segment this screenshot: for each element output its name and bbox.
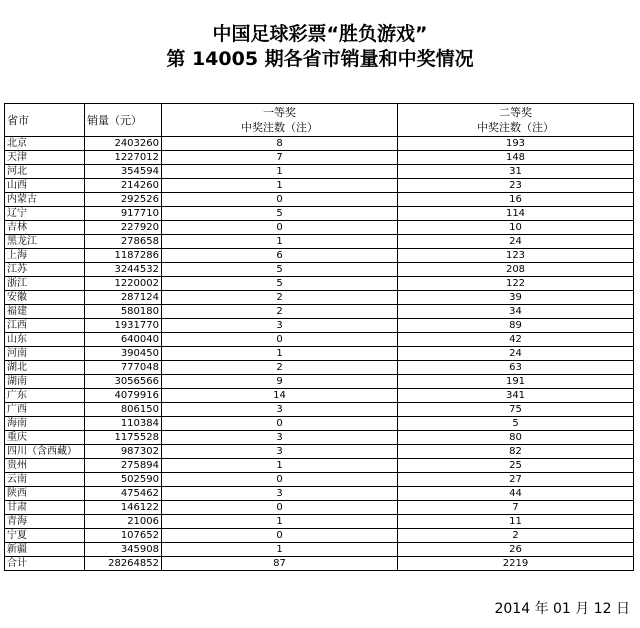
cell-second-prize: 89: [398, 319, 634, 333]
table-row: [5, 487, 634, 501]
table-row: [5, 137, 634, 151]
cell-second-prize: 208: [398, 263, 634, 277]
cell-second-prize: 23: [398, 179, 634, 193]
table-total-row: [5, 557, 634, 571]
cell-second-prize: 123: [398, 249, 634, 263]
cell-first-prize: 8: [162, 137, 398, 151]
cell-province: 北京: [5, 137, 85, 151]
table-row: [5, 459, 634, 473]
cell-second-prize: 114: [398, 207, 634, 221]
cell-province: 甘肃: [5, 501, 85, 515]
cell-sales: 475462: [85, 487, 162, 501]
cell-second-prize: 75: [398, 403, 634, 417]
cell-second-prize: 11: [398, 515, 634, 529]
header-first-prize-line1: 一等奖: [263, 106, 296, 119]
table-row: [5, 291, 634, 305]
cell-sales: 640040: [85, 333, 162, 347]
cell-sales: 3056566: [85, 375, 162, 389]
cell-first-prize: 0: [162, 473, 398, 487]
cell-sales: 502590: [85, 473, 162, 487]
table-row: [5, 193, 634, 207]
table-row: [5, 375, 634, 389]
cell-first-prize: 2: [162, 291, 398, 305]
cell-province: 山西: [5, 179, 85, 193]
table-row: [5, 179, 634, 193]
cell-sales: 287124: [85, 291, 162, 305]
total-first-prize: 87: [162, 557, 398, 571]
header-second-prize: [398, 104, 634, 137]
table-row: [5, 235, 634, 249]
cell-second-prize: 122: [398, 277, 634, 291]
cell-province: 江西: [5, 319, 85, 333]
cell-sales: 214260: [85, 179, 162, 193]
cell-sales: 987302: [85, 445, 162, 459]
cell-province: 湖南: [5, 375, 85, 389]
table-row: [5, 319, 634, 333]
cell-second-prize: 31: [398, 165, 634, 179]
cell-sales: 2403260: [85, 137, 162, 151]
header-first-prize: [162, 104, 398, 137]
cell-first-prize: 0: [162, 417, 398, 431]
cell-first-prize: 1: [162, 347, 398, 361]
cell-first-prize: 0: [162, 193, 398, 207]
table-row: [5, 501, 634, 515]
total-label: 合计: [5, 557, 85, 571]
cell-first-prize: 1: [162, 165, 398, 179]
header-first-prize-line2: 中奖注数（注）: [241, 121, 318, 134]
cell-second-prize: 16: [398, 193, 634, 207]
cell-sales: 292526: [85, 193, 162, 207]
total-second-prize: 2219: [398, 557, 634, 571]
cell-province: 海南: [5, 417, 85, 431]
cell-sales: 21006: [85, 515, 162, 529]
cell-first-prize: 3: [162, 431, 398, 445]
cell-first-prize: 0: [162, 501, 398, 515]
cell-second-prize: 44: [398, 487, 634, 501]
cell-province: 吉林: [5, 221, 85, 235]
cell-sales: 275894: [85, 459, 162, 473]
cell-province: 青海: [5, 515, 85, 529]
report-subtitle: 第 14005 期各省市销量和中奖情况: [166, 48, 474, 70]
cell-province: 江苏: [5, 263, 85, 277]
cell-sales: 1220002: [85, 277, 162, 291]
cell-sales: 1175528: [85, 431, 162, 445]
cell-sales: 146122: [85, 501, 162, 515]
cell-first-prize: 2: [162, 305, 398, 319]
table-row: [5, 515, 634, 529]
cell-second-prize: 63: [398, 361, 634, 375]
cell-first-prize: 0: [162, 221, 398, 235]
table-row: [5, 361, 634, 375]
cell-province: 辽宁: [5, 207, 85, 221]
table-row: [5, 305, 634, 319]
cell-first-prize: 3: [162, 487, 398, 501]
cell-province: 陕西: [5, 487, 85, 501]
cell-province: 内蒙古: [5, 193, 85, 207]
table-row: [5, 263, 634, 277]
cell-first-prize: 3: [162, 403, 398, 417]
table-row: [5, 473, 634, 487]
header-province: 省市: [5, 104, 85, 137]
cell-first-prize: 1: [162, 179, 398, 193]
table-row: [5, 151, 634, 165]
cell-first-prize: 9: [162, 375, 398, 389]
cell-first-prize: 0: [162, 529, 398, 543]
table-header-row: [5, 104, 634, 137]
header-sales: 销量（元）: [85, 104, 162, 137]
cell-province: 安徽: [5, 291, 85, 305]
cell-sales: 3244532: [85, 263, 162, 277]
sales-prize-table: [4, 103, 634, 571]
cell-sales: 777048: [85, 361, 162, 375]
cell-province: 河北: [5, 165, 85, 179]
cell-province: 贵州: [5, 459, 85, 473]
cell-first-prize: 3: [162, 319, 398, 333]
cell-first-prize: 6: [162, 249, 398, 263]
table-row: [5, 389, 634, 403]
cell-sales: 345908: [85, 543, 162, 557]
table-row: [5, 529, 634, 543]
cell-province: 重庆: [5, 431, 85, 445]
cell-province: 广西: [5, 403, 85, 417]
table-row: [5, 543, 634, 557]
cell-first-prize: 5: [162, 263, 398, 277]
cell-first-prize: 3: [162, 445, 398, 459]
cell-sales: 4079916: [85, 389, 162, 403]
table-row: [5, 207, 634, 221]
cell-first-prize: 5: [162, 277, 398, 291]
cell-province: 广东: [5, 389, 85, 403]
cell-second-prize: 82: [398, 445, 634, 459]
cell-second-prize: 193: [398, 137, 634, 151]
table-row: [5, 403, 634, 417]
cell-sales: 1227012: [85, 151, 162, 165]
table-row: [5, 333, 634, 347]
cell-province: 天津: [5, 151, 85, 165]
cell-province: 宁夏: [5, 529, 85, 543]
cell-province: 上海: [5, 249, 85, 263]
cell-sales: 1187286: [85, 249, 162, 263]
cell-province: 新疆: [5, 543, 85, 557]
cell-sales: 354594: [85, 165, 162, 179]
cell-second-prize: 7: [398, 501, 634, 515]
cell-second-prize: 80: [398, 431, 634, 445]
cell-second-prize: 42: [398, 333, 634, 347]
cell-province: 湖北: [5, 361, 85, 375]
cell-second-prize: 341: [398, 389, 634, 403]
table-row: [5, 277, 634, 291]
cell-second-prize: 24: [398, 347, 634, 361]
cell-second-prize: 27: [398, 473, 634, 487]
cell-sales: 110384: [85, 417, 162, 431]
cell-province: 浙江: [5, 277, 85, 291]
cell-first-prize: 1: [162, 515, 398, 529]
cell-province: 黑龙江: [5, 235, 85, 249]
cell-second-prize: 191: [398, 375, 634, 389]
cell-sales: 806150: [85, 403, 162, 417]
table-row: [5, 445, 634, 459]
cell-second-prize: 148: [398, 151, 634, 165]
cell-second-prize: 34: [398, 305, 634, 319]
header-second-prize-line1: 二等奖: [499, 106, 532, 119]
table-row: [5, 347, 634, 361]
table-row: [5, 165, 634, 179]
cell-second-prize: 26: [398, 543, 634, 557]
cell-first-prize: 5: [162, 207, 398, 221]
cell-province: 四川（含西藏）: [5, 445, 85, 459]
cell-second-prize: 24: [398, 235, 634, 249]
report-date: 2014 年 01 月 12 日: [494, 601, 630, 617]
cell-province: 河南: [5, 347, 85, 361]
cell-second-prize: 39: [398, 291, 634, 305]
cell-second-prize: 25: [398, 459, 634, 473]
cell-second-prize: 5: [398, 417, 634, 431]
table-row: [5, 221, 634, 235]
table-row: [5, 417, 634, 431]
cell-first-prize: 14: [162, 389, 398, 403]
cell-second-prize: 10: [398, 221, 634, 235]
cell-second-prize: 2: [398, 529, 634, 543]
header-second-prize-line2: 中奖注数（注）: [477, 121, 554, 134]
cell-sales: 278658: [85, 235, 162, 249]
report-title: 中国足球彩票“胜负游戏”: [212, 23, 428, 45]
cell-province: 福建: [5, 305, 85, 319]
cell-first-prize: 1: [162, 459, 398, 473]
cell-sales: 1931770: [85, 319, 162, 333]
cell-sales: 390450: [85, 347, 162, 361]
cell-first-prize: 1: [162, 543, 398, 557]
cell-first-prize: 1: [162, 235, 398, 249]
cell-province: 山东: [5, 333, 85, 347]
table-row: [5, 431, 634, 445]
cell-province: 云南: [5, 473, 85, 487]
cell-first-prize: 2: [162, 361, 398, 375]
cell-sales: 107652: [85, 529, 162, 543]
cell-sales: 580180: [85, 305, 162, 319]
cell-first-prize: 7: [162, 151, 398, 165]
table-row: [5, 249, 634, 263]
cell-sales: 917710: [85, 207, 162, 221]
cell-sales: 227920: [85, 221, 162, 235]
cell-first-prize: 0: [162, 333, 398, 347]
total-sales: 28264852: [85, 557, 162, 571]
